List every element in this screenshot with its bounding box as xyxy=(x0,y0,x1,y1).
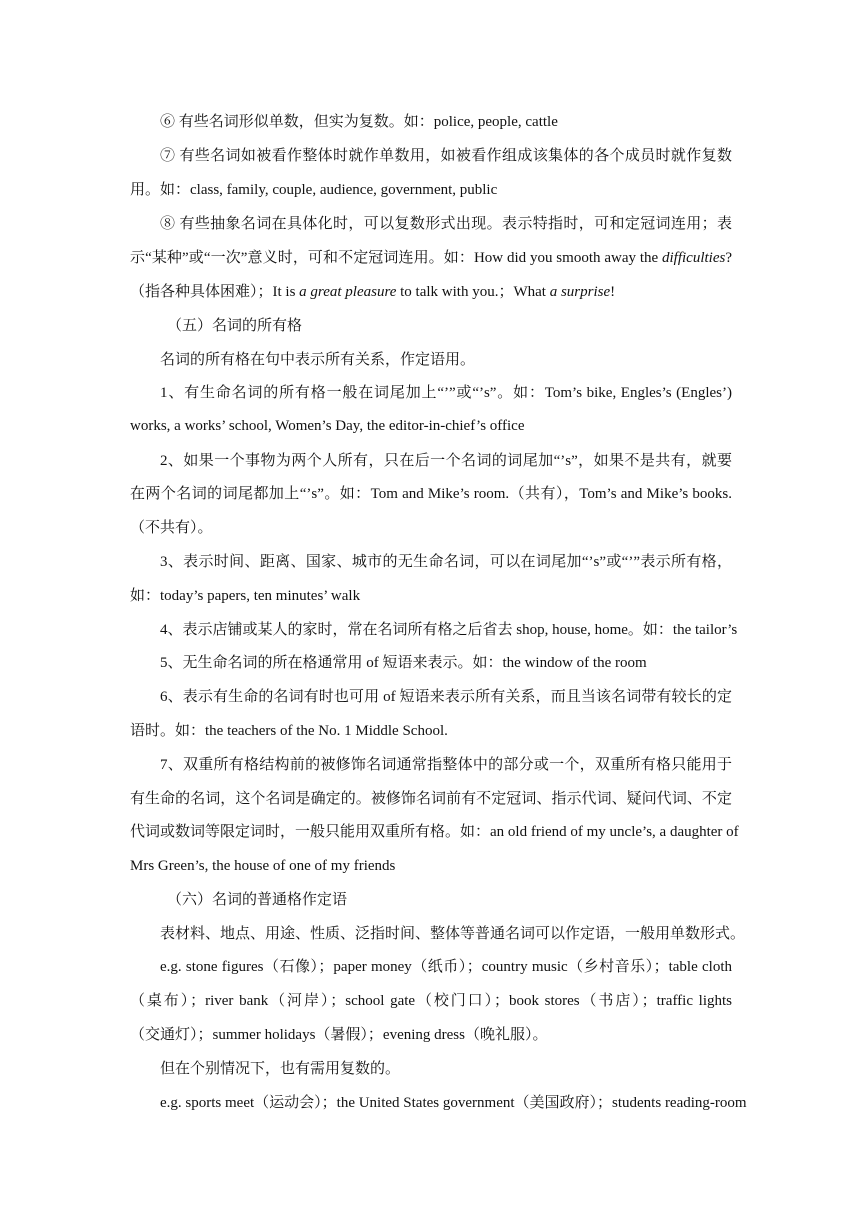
example-1-cont-2: （交通灯）；summer holidays（暑假）；evening dress（晚礼服）。 xyxy=(130,1027,548,1043)
rule-3-cont: 如：today’s papers, ten minutes’ walk xyxy=(130,588,361,604)
item-7: ⑦ 有些名词如被看作整体时就作单数用，如被看作组成该集体的各个成员时就作复数 xyxy=(160,148,732,164)
rule-7-cont-2: 代词或数词等限定词时，一般只能用双重所有格。如：an old friend of my uncle’s, a daughter of xyxy=(130,824,739,840)
plural-note: 但在个别情况下，也有需用复数的。 xyxy=(160,1061,401,1077)
rule-1: 1、有生命名词的所有格一般在词尾加上“’”或“’s”。如：Tom’s bike, Engles’s (Engles’) xyxy=(160,385,732,401)
section-6-intro: 表材料、地点、用途、性质、泛指时间、整体等普通名词可以作定语，一般用单数形式。 xyxy=(160,926,746,942)
rule-6: 6、表示有生命的名词有时也可用 of 短语来表示所有关系，而且当该名词带有较长的定 xyxy=(160,689,732,705)
example-1: e.g. stone figures（石像）；paper money（纸币）；country music（乡村音乐）；table cloth xyxy=(160,959,732,975)
rule-7-cont-1: 有生命的名词，这个名词是确定的。被修饰名词前有不定冠词、指示代词、疑问代词、不定 xyxy=(130,791,732,807)
item-6: ⑥ 有些名词形似单数，但实为复数。如：police, people, cattle xyxy=(160,114,558,130)
item-7-cont: 用。如：class, family, couple, audience, government, public xyxy=(130,182,498,198)
example-1-cont-1: （桌布）；river bank（河岸）；school gate（校门口）；book stores（书店）；traffic lights xyxy=(130,993,732,1009)
rule-4: 4、表示店铺或某人的家时，常在名词所有格之后省去 shop, house, home。如：the tailor’s xyxy=(160,622,738,638)
rule-2-cont-1: 在两个名词的词尾都加上“’s”。如：Tom and Mike’s room.（共有），Tom’s and Mike’s books. xyxy=(130,486,732,502)
item-8-cont-2: （指各种具体困难）；It is a great pleasure to talk with you.；What a surprise! xyxy=(130,284,616,300)
section-5-intro: 名词的所有格在句中表示所有关系，作定语用。 xyxy=(160,352,476,368)
example-2: e.g. sports meet（运动会）；the United States government（美国政府）；students reading-room xyxy=(160,1095,747,1111)
rule-7-cont-3: Mrs Green’s, the house of one of my friends xyxy=(130,858,396,874)
section-6-heading: （六）名词的普通格作定语 xyxy=(167,892,348,908)
rule-2-cont-2: （不共有）。 xyxy=(130,520,213,536)
rule-7: 7、双重所有格结构前的被修饰名词通常指整体中的部分或一个，双重所有格只能用于 xyxy=(160,757,732,773)
item-8-cont-1: 示“某种”或“一次”意义时，可和不定冠词连用。如：How did you smooth away the difficulties? xyxy=(130,250,732,266)
rule-1-cont: works, a works’ school, Women’s Day, the editor-in-chief’s office xyxy=(130,418,525,434)
section-5-heading: （五）名词的所有格 xyxy=(167,318,303,334)
rule-5: 5、无生命名词的所在格通常用 of 短语来表示。如：the window of the room xyxy=(160,655,647,671)
item-8: ⑧ 有些抽象名词在具体化时，可以复数形式出现。表示特指时，可和定冠词连用；表 xyxy=(160,216,732,232)
rule-6-cont: 语时。如：the teachers of the No. 1 Middle School. xyxy=(130,723,448,739)
rule-2: 2、如果一个事物为两个人所有，只在后一个名词的词尾加“’s”，如果不是共有，就要 xyxy=(160,453,732,469)
rule-3: 3、表示时间、距离、国家、城市的无生命名词，可以在词尾加“’s”或“’”表示所有格， xyxy=(160,554,732,570)
